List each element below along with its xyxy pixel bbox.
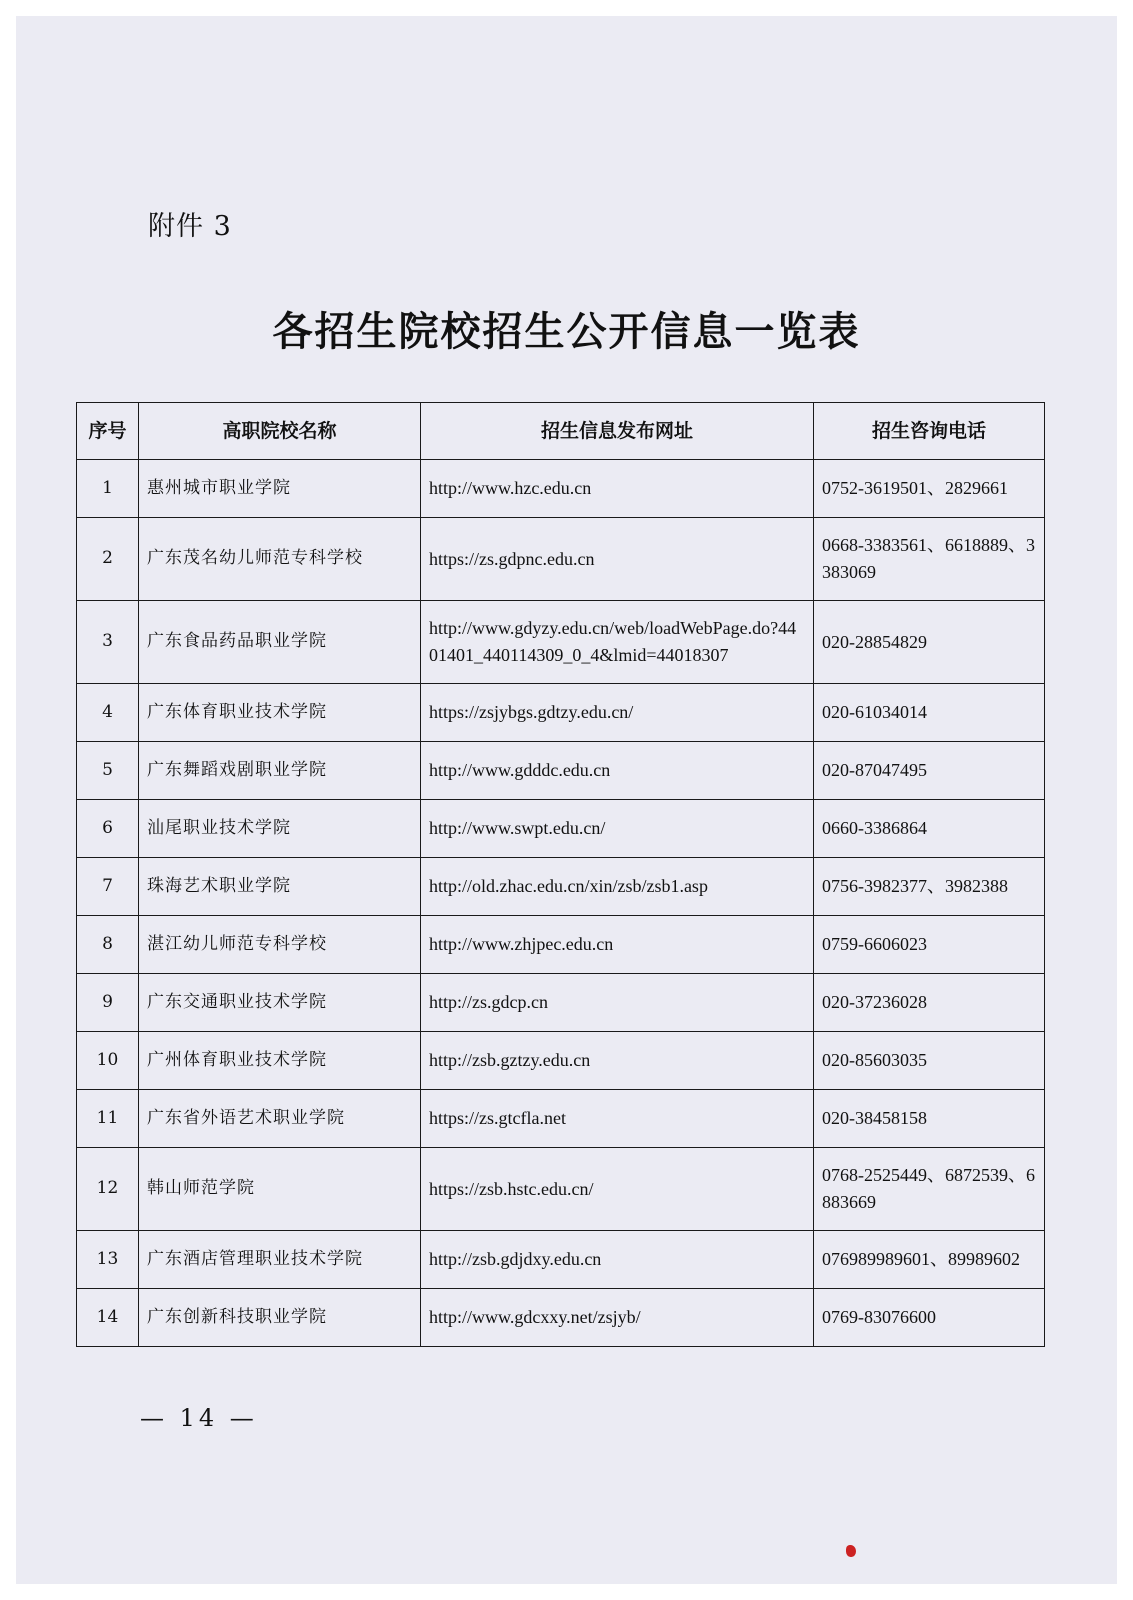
table-row [77, 460, 1045, 518]
table-row [77, 1148, 1045, 1231]
school-name: 广东食品药品职业学院 [139, 601, 421, 684]
table-row [77, 1289, 1045, 1347]
row-no: 8 [77, 916, 139, 974]
table-row [77, 518, 1045, 601]
row-no: 13 [77, 1231, 139, 1289]
phone: 0768-2525449、6872539、6883669 [814, 1148, 1045, 1231]
info-url[interactable]: http://www.gdyzy.edu.cn/web/loadWebPage.do?4401401_440114309_0_4&lmid=44018307 [421, 601, 814, 684]
school-name: 广东酒店管理职业技术学院 [139, 1231, 421, 1289]
info-url[interactable]: http://zsb.gztzy.edu.cn [421, 1032, 814, 1090]
info-url[interactable]: http://www.gdcxxy.net/zsjyb/ [421, 1289, 814, 1347]
table-row [77, 1231, 1045, 1289]
info-url[interactable]: https://zs.gdpnc.edu.cn [421, 518, 814, 601]
page-number: — 14 — [140, 1404, 258, 1432]
school-name: 惠州城市职业学院 [139, 460, 421, 518]
row-no: 2 [77, 518, 139, 601]
header-phone: 招生咨询电话 [814, 403, 1045, 460]
header-url: 招生信息发布网址 [421, 403, 814, 460]
info-url[interactable]: http://www.swpt.edu.cn/ [421, 800, 814, 858]
school-name: 湛江幼儿师范专科学校 [139, 916, 421, 974]
table-row [77, 684, 1045, 742]
row-no: 9 [77, 974, 139, 1032]
info-url[interactable]: https://zs.gtcfla.net [421, 1090, 814, 1148]
row-no: 12 [77, 1148, 139, 1231]
table-row [77, 742, 1045, 800]
school-name: 广东创新科技职业学院 [139, 1289, 421, 1347]
school-name: 广东省外语艺术职业学院 [139, 1090, 421, 1148]
school-name: 广东茂名幼儿师范专科学校 [139, 518, 421, 601]
row-no: 14 [77, 1289, 139, 1347]
info-url[interactable]: http://www.hzc.edu.cn [421, 460, 814, 518]
phone: 076989989601、89989602 [814, 1231, 1045, 1289]
school-name: 珠海艺术职业学院 [139, 858, 421, 916]
table-row [77, 916, 1045, 974]
info-url[interactable]: http://www.gdddc.edu.cn [421, 742, 814, 800]
row-no: 6 [77, 800, 139, 858]
phone: 020-37236028 [814, 974, 1045, 1032]
phone: 020-28854829 [814, 601, 1045, 684]
admissions-info-table [76, 402, 1045, 1347]
phone: 0759-6606023 [814, 916, 1045, 974]
phone: 0769-83076600 [814, 1289, 1045, 1347]
phone: 0752-3619501、2829661 [814, 460, 1045, 518]
table-row [77, 601, 1045, 684]
school-name: 汕尾职业技术学院 [139, 800, 421, 858]
school-name: 广东舞蹈戏剧职业学院 [139, 742, 421, 800]
row-no: 1 [77, 460, 139, 518]
attachment-label: 附件 3 [148, 211, 232, 242]
table-row [77, 800, 1045, 858]
school-name: 广东交通职业技术学院 [139, 974, 421, 1032]
phone: 0668-3383561、6618889、3383069 [814, 518, 1045, 601]
phone: 0660-3386864 [814, 800, 1045, 858]
table-row [77, 1090, 1045, 1148]
red-ink-mark [846, 1545, 856, 1557]
table-row [77, 1032, 1045, 1090]
row-no: 4 [77, 684, 139, 742]
school-name: 韩山师范学院 [139, 1148, 421, 1231]
school-name: 广州体育职业技术学院 [139, 1032, 421, 1090]
info-url[interactable]: https://zsjybgs.gdtzy.edu.cn/ [421, 684, 814, 742]
school-name: 广东体育职业技术学院 [139, 684, 421, 742]
row-no: 11 [77, 1090, 139, 1148]
header-no: 序号 [77, 403, 139, 460]
table-row [77, 974, 1045, 1032]
header-school-name: 高职院校名称 [139, 403, 421, 460]
row-no: 7 [77, 858, 139, 916]
info-url[interactable]: http://zs.gdcp.cn [421, 974, 814, 1032]
phone: 020-85603035 [814, 1032, 1045, 1090]
info-url[interactable]: https://zsb.hstc.edu.cn/ [421, 1148, 814, 1231]
info-url[interactable]: http://zsb.gdjdxy.edu.cn [421, 1231, 814, 1289]
phone: 020-87047495 [814, 742, 1045, 800]
table-row [77, 858, 1045, 916]
row-no: 10 [77, 1032, 139, 1090]
row-no: 5 [77, 742, 139, 800]
document-title: 各招生院校招生公开信息一览表 [272, 308, 861, 355]
info-url[interactable]: http://old.zhac.edu.cn/xin/zsb/zsb1.asp [421, 858, 814, 916]
phone: 0756-3982377、3982388 [814, 858, 1045, 916]
info-url[interactable]: http://www.zhjpec.edu.cn [421, 916, 814, 974]
row-no: 3 [77, 601, 139, 684]
table-header-row [77, 403, 1045, 460]
phone: 020-38458158 [814, 1090, 1045, 1148]
phone: 020-61034014 [814, 684, 1045, 742]
